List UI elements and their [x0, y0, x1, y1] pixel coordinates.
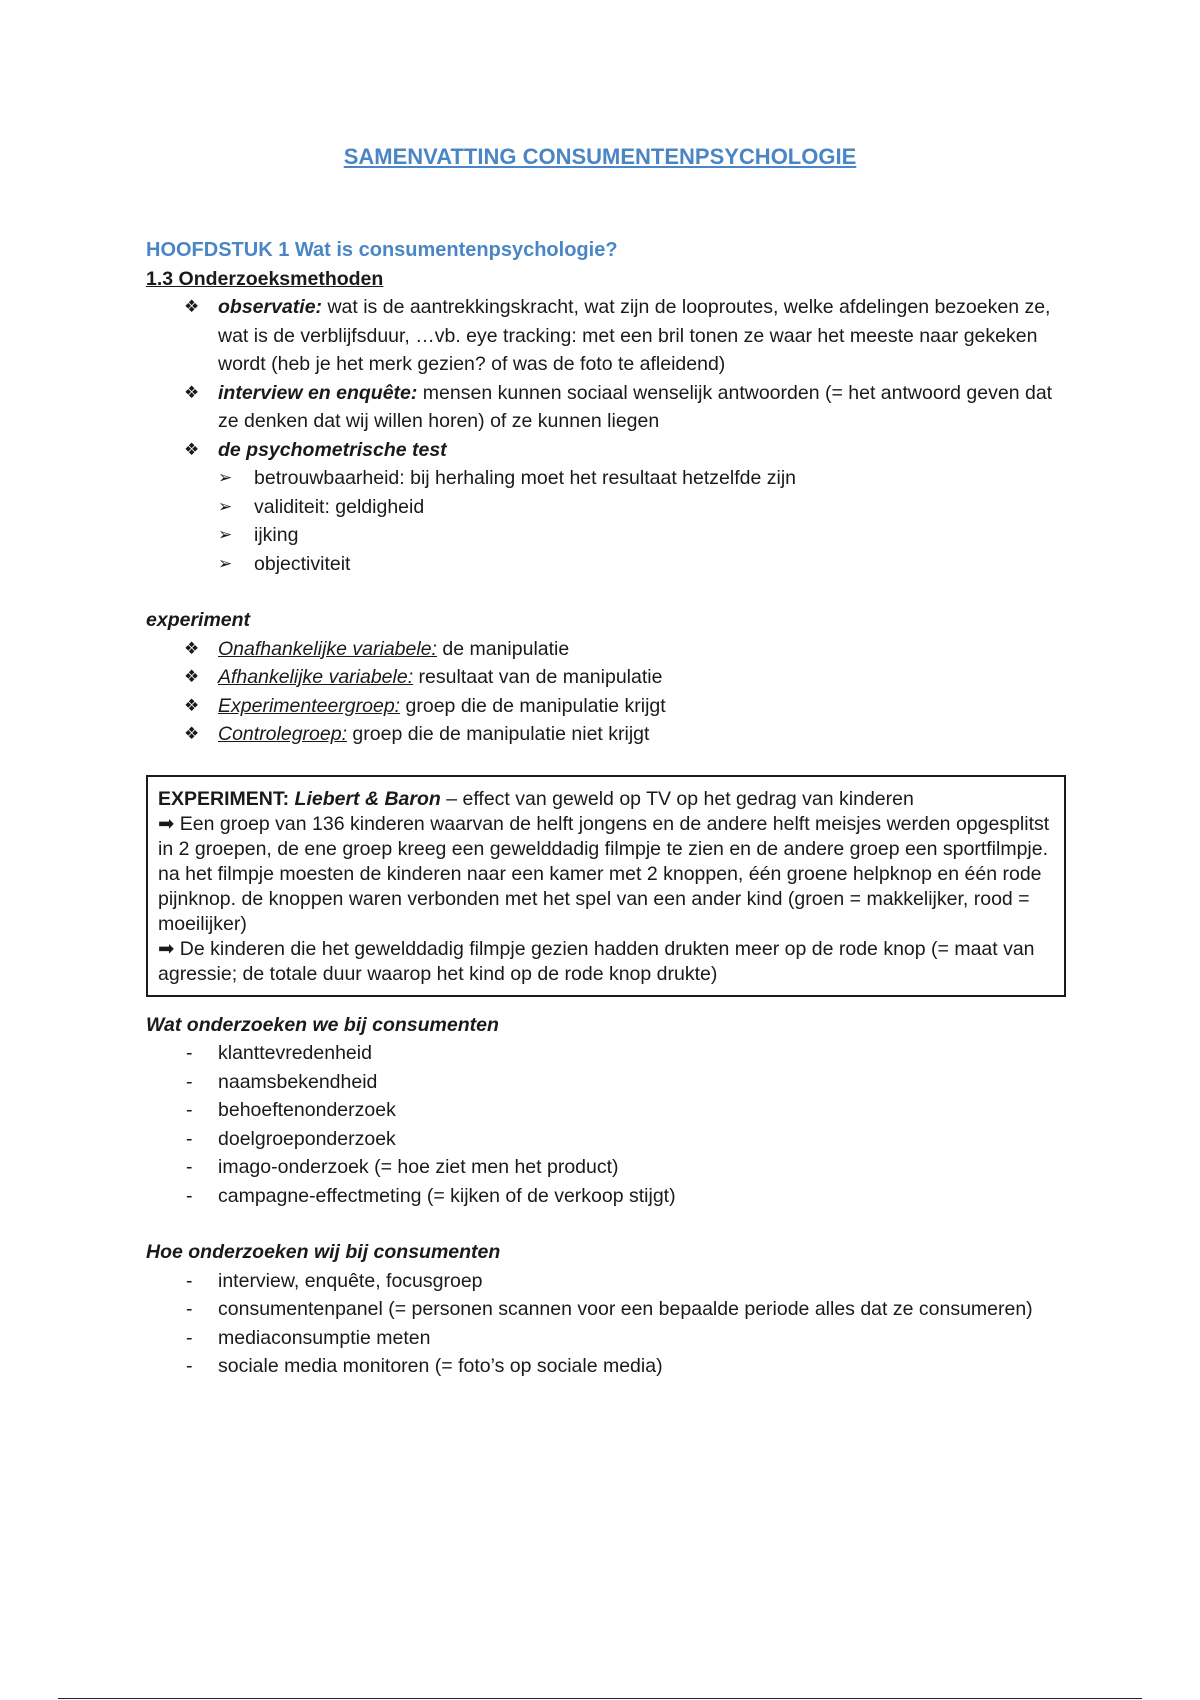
experiment-list — [146, 635, 1066, 749]
method-text: mensen kunnen sociaal wenselijk antwoorden (= het antwoord geven dat ze denken dat wij willen horen) of ze kunnen liegen — [218, 381, 1053, 432]
box-text: Een groep van 136 kinderen waarvan de helft jongens en de andere helft meisjes werden opgesplitst in 2 groepen, de ene groep kreeg een gewelddadig filmpje te zien en de andere groep een sportfilmpje. na het filmpje moesten de kinderen naar een kamer met 2 knoppen, één groene helpknop en één rode pijnknop. de knoppen waren verbonden met het spel van een ander kind (groen = makkelijker, rood = moeilijker) — [158, 812, 1050, 935]
document-body — [146, 236, 1066, 1381]
box-subtitle: – effect van geweld op TV op het gedrag van kinderen — [440, 787, 914, 810]
experiment-box — [146, 775, 1066, 997]
list-item — [146, 663, 1066, 692]
dash-bullet: - — [186, 1099, 193, 1121]
dash-bullet: - — [186, 1127, 193, 1150]
variable-text: groep die de manipulatie krijgt — [400, 694, 666, 717]
arrow-bullet-icon: ➢ — [218, 468, 233, 487]
list-item — [146, 1324, 1066, 1353]
arrow-bullet-icon: ➢ — [218, 496, 233, 516]
list-item-text: objectiviteit — [254, 552, 351, 575]
dash-bullet: - — [186, 1184, 193, 1207]
variable-term: Onafhankelijke variabele: — [218, 637, 437, 660]
list-item — [146, 1352, 1066, 1381]
list-item-text: klanttevredenheid — [218, 1042, 372, 1064]
list-item — [218, 550, 1066, 579]
box-authors: Liebert & Baron — [294, 787, 441, 810]
method-term: observatie: — [218, 296, 323, 318]
box-label: EXPERIMENT: — [158, 787, 290, 810]
how-heading: Hoe onderzoeken wij bij consumenten — [146, 1241, 501, 1263]
dash-bullet: - — [186, 1269, 193, 1292]
variable-term: Afhankelijke variabele: — [218, 666, 414, 688]
arrow-bullet-icon: ➢ — [218, 553, 233, 573]
dash-bullet: - — [186, 1326, 193, 1349]
variable-term: Controlegroep: — [218, 723, 347, 745]
psychometric-list — [218, 464, 1066, 578]
page-title: SAMENVATTING CONSUMENTENPSYCHOLOGIE — [343, 144, 857, 169]
list-item — [146, 1267, 1066, 1296]
what-list — [146, 1039, 1066, 1210]
methods-list — [146, 293, 1066, 464]
list-item-text: imago-onderzoek (= hoe ziet men het product) — [218, 1156, 619, 1178]
diamond-bullet-icon: ❖ — [184, 382, 200, 402]
list-item — [146, 293, 1066, 379]
list-item-text: naamsbekendheid — [218, 1070, 378, 1093]
list-item — [218, 493, 1066, 522]
experiment-heading: experiment — [146, 609, 251, 631]
list-item — [146, 635, 1066, 664]
list-item-text: sociale media monitoren (= foto’s op sociale media) — [218, 1355, 663, 1377]
dash-bullet: - — [186, 1298, 193, 1320]
section-heading: 1.3 Onderzoeksmethoden — [146, 267, 384, 290]
diamond-bullet-icon: ❖ — [184, 695, 200, 715]
list-item — [146, 1068, 1066, 1097]
list-item — [146, 692, 1066, 721]
list-item — [146, 1182, 1066, 1211]
diamond-bullet-icon: ❖ — [184, 297, 200, 316]
chapter-heading: HOOFDSTUK 1 Wat is consumentenpsychologie? — [146, 239, 618, 261]
list-item — [146, 379, 1066, 436]
arrow-right-icon: ➡ — [158, 937, 175, 960]
list-item-text: campagne-effectmeting (= kijken of de verkoop stijgt) — [218, 1184, 676, 1207]
diamond-bullet-icon: ❖ — [184, 724, 200, 743]
box-heading — [158, 787, 1054, 812]
how-list — [146, 1267, 1066, 1381]
list-item — [146, 1125, 1066, 1154]
diamond-bullet-icon: ❖ — [184, 667, 200, 686]
list-item-text: mediaconsumptie meten — [218, 1326, 431, 1349]
list-item — [146, 1295, 1066, 1324]
box-paragraph-2 — [158, 937, 1054, 987]
what-heading: Wat onderzoeken we bij consumenten — [146, 1013, 499, 1036]
list-item-text: betrouwbaarheid: bij herhaling moet het resultaat hetzelfde zijn — [254, 467, 797, 489]
list-item-text: consumentenpanel (= personen scannen voor een bepaalde periode alles dat ze consumeren) — [218, 1298, 1033, 1320]
footer-divider — [58, 1698, 1142, 1699]
list-item-text: doelgroeponderzoek — [218, 1127, 396, 1150]
variable-text: groep die de manipulatie niet krijgt — [347, 723, 650, 745]
dash-bullet: - — [186, 1156, 193, 1178]
variable-term: Experimenteergroep: — [218, 694, 401, 717]
box-paragraph-1 — [158, 812, 1054, 937]
variable-text: resultaat van de manipulatie — [413, 666, 663, 688]
list-item-text: ijking — [254, 524, 299, 546]
list-item — [146, 720, 1066, 749]
list-item-text: validiteit: geldigheid — [254, 495, 425, 518]
dash-bullet: - — [186, 1070, 193, 1093]
box-text: De kinderen die het gewelddadig filmpje gezien hadden drukten meer op de rode knop (= maat van agressie; de totale duur waarop het kind op de rode knop drukte) — [158, 937, 1035, 985]
method-term: interview en enquête: — [218, 381, 418, 404]
list-item-text: behoeftenonderzoek — [218, 1099, 396, 1121]
list-item — [146, 436, 1066, 465]
list-item — [146, 1153, 1066, 1182]
diamond-bullet-icon: ❖ — [184, 439, 200, 459]
dash-bullet: - — [186, 1042, 193, 1064]
list-item-text: interview, enquête, focusgroep — [218, 1269, 483, 1292]
dash-bullet: - — [186, 1355, 193, 1377]
method-text: wat is de aantrekkingskracht, wat zijn de looproutes, welke afdelingen bezoeken ze, wat is de verblijfsduur, …vb. eye tracking: met een bril tonen ze waar het meeste naar gekeken wordt (heb je het merk gezien? of was de foto te afleidend) — [218, 296, 1051, 375]
list-item — [218, 464, 1066, 493]
variable-text: de manipulatie — [436, 637, 570, 660]
list-item — [146, 1096, 1066, 1125]
arrow-right-icon: ➡ — [158, 812, 175, 835]
method-term: de psychometrische test — [218, 438, 447, 461]
list-item — [218, 521, 1066, 550]
diamond-bullet-icon: ❖ — [184, 638, 200, 658]
arrow-bullet-icon: ➢ — [218, 525, 233, 544]
list-item — [146, 1039, 1066, 1068]
